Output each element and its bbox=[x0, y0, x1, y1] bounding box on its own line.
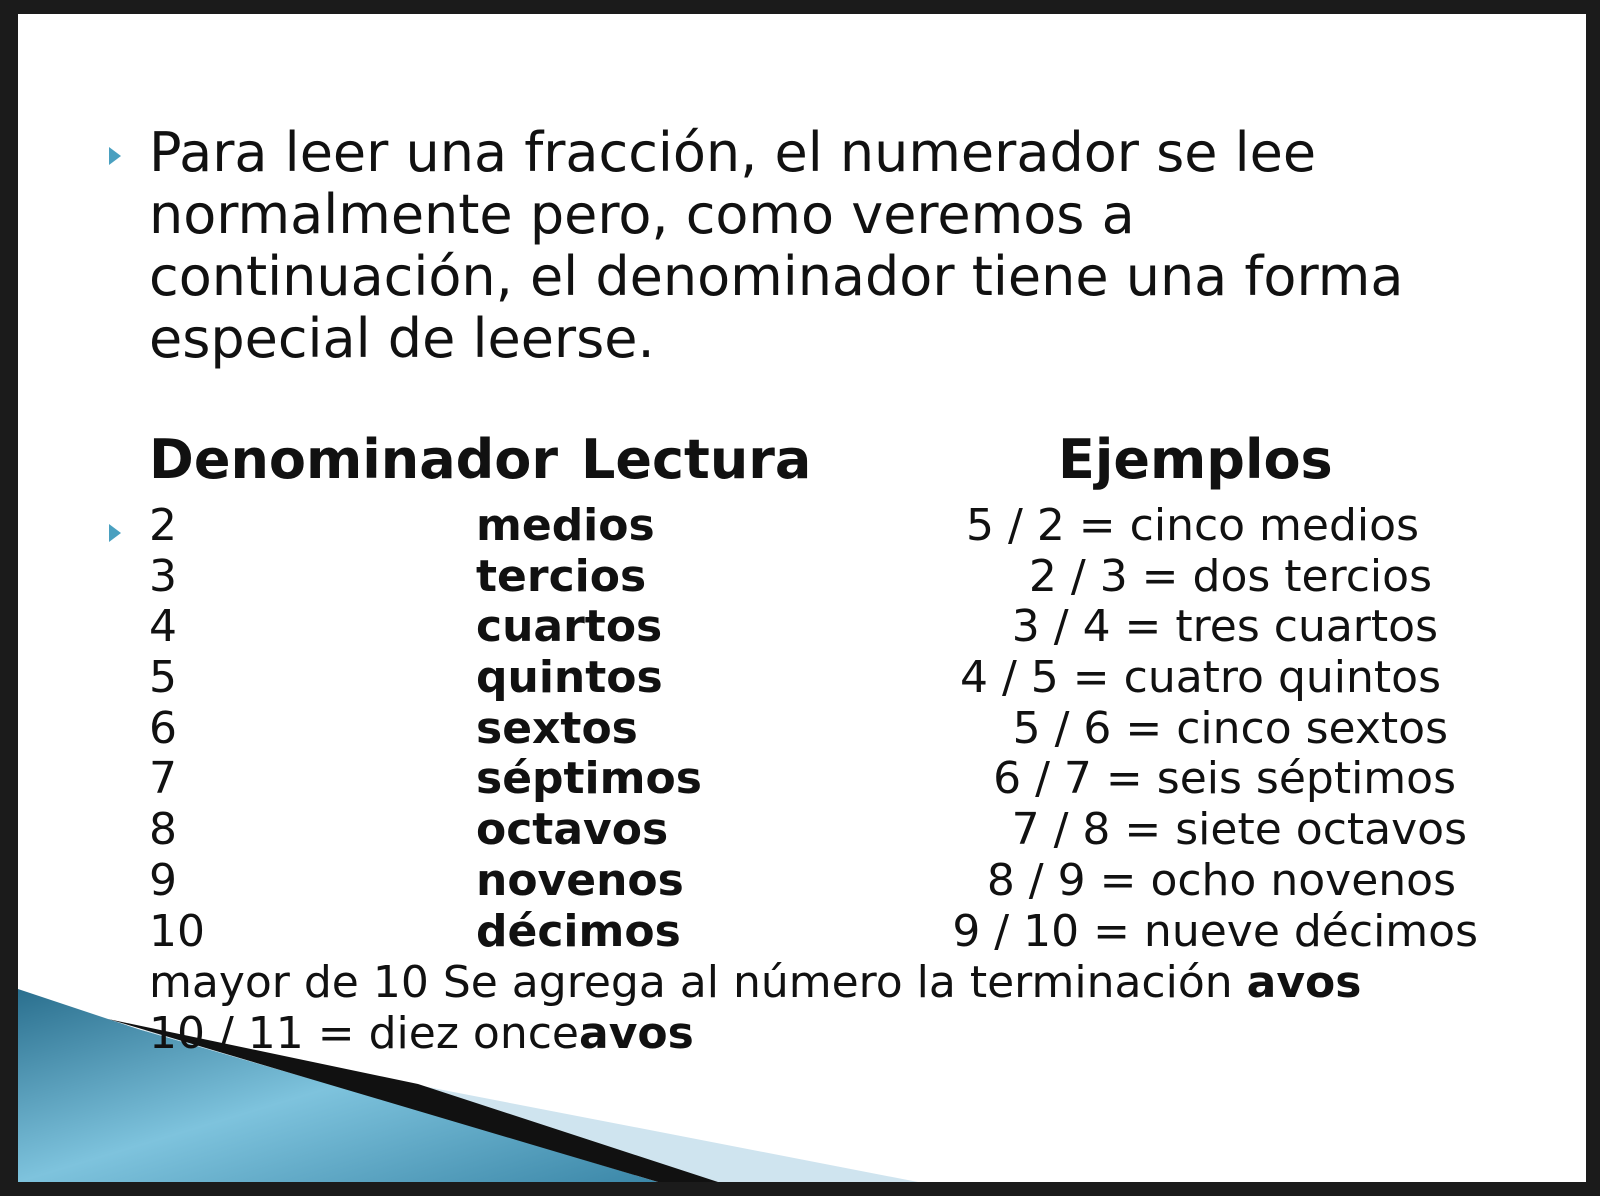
denominador-cell: 5 bbox=[149, 652, 177, 703]
lectura-cell: cuartos bbox=[476, 601, 663, 652]
ejemplo-cell: 7 / 8 = siete octavos bbox=[1011, 804, 1467, 855]
lectura-cell: séptimos bbox=[476, 753, 702, 804]
lectura-cell: medios bbox=[476, 500, 655, 551]
table-row bbox=[149, 855, 1549, 906]
lectura-cell: décimos bbox=[476, 906, 681, 957]
table-row bbox=[149, 601, 1549, 652]
table-row bbox=[149, 652, 1549, 703]
denominador-cell: 3 bbox=[149, 551, 177, 602]
lectura-cell: sextos bbox=[476, 703, 638, 754]
denominador-cell: 2 bbox=[149, 500, 177, 551]
ejemplo-cell: 2 / 3 = dos tercios bbox=[1028, 551, 1432, 602]
ejemplo-cell: 5 / 6 = cinco sextos bbox=[1012, 703, 1448, 754]
table-row bbox=[149, 551, 1549, 602]
ejemplo-cell: 6 / 7 = seis séptimos bbox=[993, 753, 1456, 804]
footer-example-suffix: avos bbox=[579, 1008, 694, 1059]
lectura-cell: quintos bbox=[476, 652, 663, 703]
footer-example-text: 10 / 11 = diez once bbox=[149, 1008, 579, 1059]
denominador-cell: 9 bbox=[149, 855, 177, 906]
lectura-cell: novenos bbox=[476, 855, 684, 906]
table-row bbox=[149, 753, 1549, 804]
ejemplo-cell: 5 / 2 = cinco medios bbox=[966, 500, 1419, 551]
table-row bbox=[149, 906, 1549, 957]
footer-rule-suffix: avos bbox=[1246, 957, 1362, 1008]
table-row bbox=[149, 500, 1549, 551]
footer-rule-line bbox=[149, 957, 1361, 1008]
bullet-icon bbox=[109, 524, 121, 542]
denominador-cell: 7 bbox=[149, 753, 177, 804]
intro-paragraph: Para leer una fracción, el numerador se lee normalmente pero, como veremos a continuación, el denominador tiene una forma especial de leerse. bbox=[149, 121, 1404, 370]
lectura-cell: tercios bbox=[476, 551, 647, 602]
table-row bbox=[149, 804, 1549, 855]
ejemplo-cell: 3 / 4 = tres cuartos bbox=[1011, 601, 1438, 652]
denominador-cell: 4 bbox=[149, 601, 177, 652]
denominador-cell: 6 bbox=[149, 703, 177, 754]
bullet-icon bbox=[109, 147, 121, 165]
denominador-cell: 8 bbox=[149, 804, 177, 855]
table-row bbox=[149, 703, 1549, 754]
footer-rule-text: mayor de 10 Se agrega al número la terminación bbox=[149, 957, 1247, 1008]
header-lectura: Lectura bbox=[581, 428, 812, 491]
ejemplo-cell: 4 / 5 = cuatro quintos bbox=[960, 652, 1441, 703]
ejemplo-cell: 8 / 9 = ocho novenos bbox=[986, 855, 1456, 906]
denominador-cell: 10 bbox=[149, 906, 205, 957]
ejemplo-cell: 9 / 10 = nueve décimos bbox=[952, 906, 1478, 957]
slide bbox=[18, 14, 1586, 1182]
footer-example-line bbox=[149, 1008, 694, 1059]
header-denominador: Denominador bbox=[149, 428, 559, 491]
header-ejemplos: Ejemplos bbox=[1058, 428, 1333, 491]
lectura-cell: octavos bbox=[476, 804, 669, 855]
